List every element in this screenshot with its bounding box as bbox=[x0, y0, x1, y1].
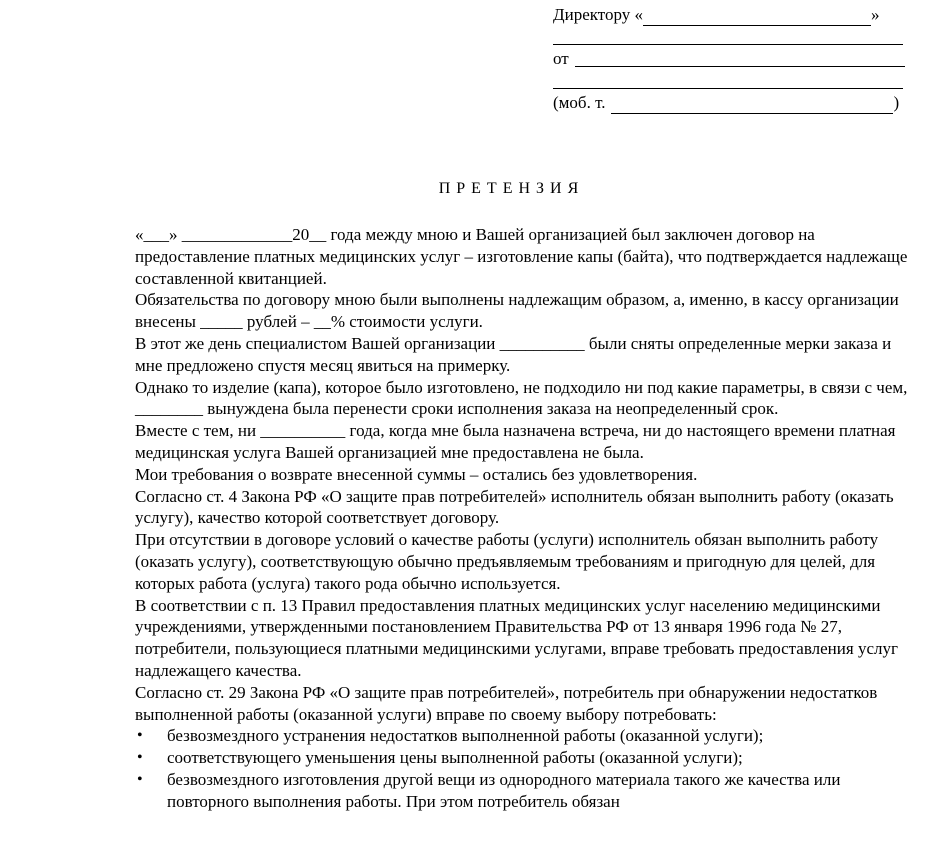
director-prefix: Директору « bbox=[553, 5, 644, 24]
paragraph-5: Вместе с тем, ни __________ года, когда мне была назначена встреча, ни до настоящего времени платная медицинская услуга Вашей организацией мне предоставлена не была. bbox=[135, 421, 896, 462]
list-item: • безвозмездного устранения недостатков выполненной работы (оказанной услуги); bbox=[167, 725, 915, 747]
director-line-2 bbox=[553, 26, 905, 48]
blank-line bbox=[553, 44, 903, 45]
director-row bbox=[553, 4, 905, 26]
paragraph-6: Мои требования о возврате внесенной суммы – остались без удовлетворения. bbox=[135, 464, 698, 484]
paragraph-2: Обязательства по договору мною были выполнены надлежащим образом, а, именно, в кассу организации внесены _____ рублей – __% стоимости услуги. bbox=[135, 290, 899, 332]
claim-body bbox=[135, 224, 915, 813]
mobile-prefix: (моб. т. bbox=[553, 93, 606, 112]
from-line-2 bbox=[553, 70, 905, 92]
addressee-block bbox=[553, 4, 905, 114]
document-title: ПРЕТЕНЗИЯ bbox=[438, 180, 585, 197]
demands-list bbox=[135, 725, 915, 812]
from-label: от bbox=[553, 49, 569, 68]
director-name-blank bbox=[643, 9, 871, 26]
mobile-blank bbox=[611, 97, 893, 114]
paragraph-7: Согласно ст. 4 Закона РФ «О защите прав потребителей» исполнитель обязан выполнить работу (оказать услугу), качество которой соответствует договору. bbox=[135, 486, 894, 528]
paragraph-1: «___» _____________20__ года между мною и Вашей организацией был заключен договор на предоставление платных медицинских услуг – изготовление капы (байта), что подтверждается надлежаще составленной квитанцией. bbox=[135, 225, 908, 288]
paragraph-10: Согласно ст. 29 Закона РФ «О защите прав потребителей», потребитель при обнаружении недостатков выполненной работы (оказанной услуги) вправе по своему выбору потребовать: bbox=[135, 682, 878, 724]
from-row bbox=[553, 48, 905, 70]
paragraph-3: В этот же день специалистом Вашей организации __________ были сняты определенные мерки заказа и мне предложено спустя месяц явиться на примерку. bbox=[135, 333, 892, 375]
from-name-blank bbox=[575, 66, 905, 67]
director-suffix: » bbox=[871, 5, 880, 24]
paragraph-4: Однако то изделие (капа), которое было изготовлено, не подходило ни под какие параметры, в связи с чем, ________ вынуждена была перенести сроки исполнения заказа на неопределенный срок. bbox=[135, 377, 908, 419]
list-item: • соответствующего уменьшения цены выполненной работы (оказанной услуги); bbox=[167, 747, 915, 769]
mobile-row bbox=[553, 92, 905, 114]
paragraph-8: При отсутствии в договоре условий о качестве работы (услуги) исполнитель обязан выполнить работу (оказать услугу), соответствующую обычно предъявляемым требованиям и пригодную для целей, для которых работа (услуга) такого рода обычно используется. bbox=[135, 530, 879, 593]
list-item: • безвозмездного изготовления другой вещи из однородного материала такого же качества или повторного выполнения работы. При этом потребитель обязан bbox=[167, 769, 915, 813]
paragraph-9: В соответствии с п. 13 Правил предоставления платных медицинских услуг населению медицинскими учреждениями, утвержденными постановлением Правительства РФ от 13 января 1996 года № 27, потребители, пользующиеся платными медицинскими услугами, вправе требовать предоставления услуг надлежащего качества. bbox=[135, 595, 898, 680]
mobile-suffix: ) bbox=[893, 93, 900, 112]
blank-line bbox=[553, 88, 903, 89]
